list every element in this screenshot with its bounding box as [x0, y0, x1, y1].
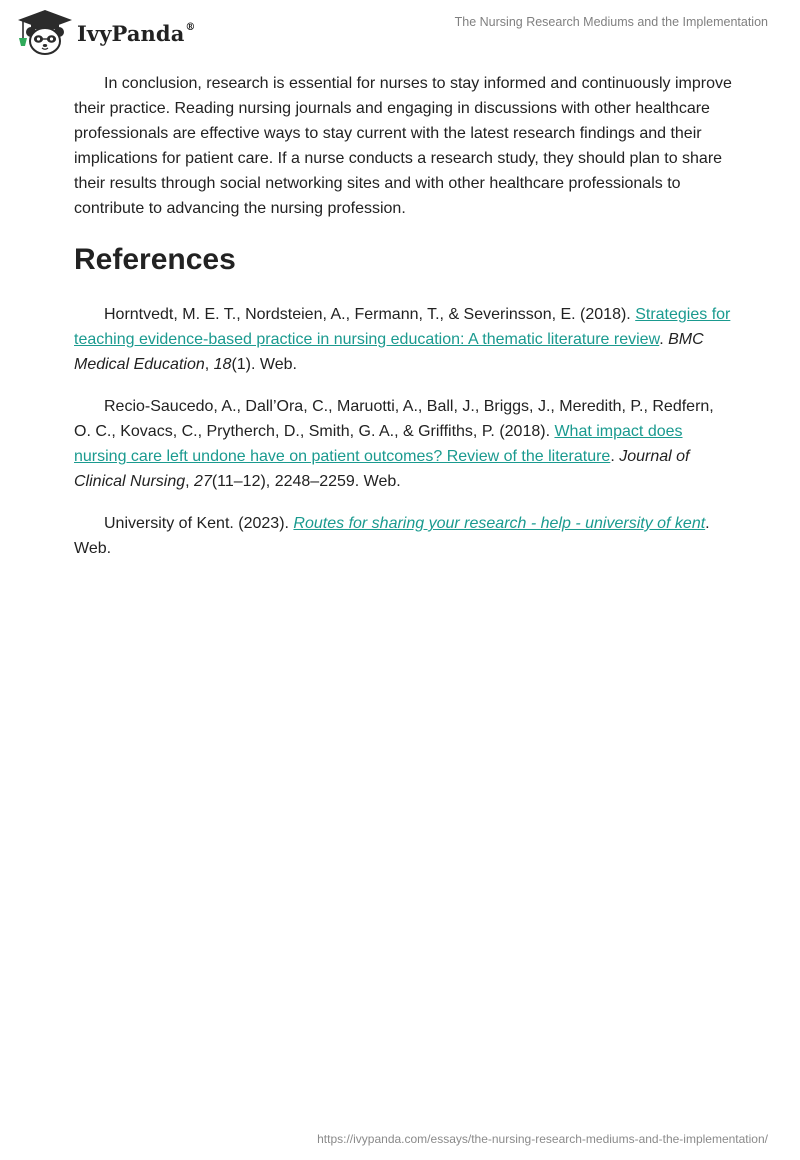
reference-entry: Horntvedt, M. E. T., Nordsteien, A., Fermann, T., & Severinsson, E. (2018). Strategies for teaching evidence-based practice in nursing education: A thematic literature review. BMC Medical Education, 18(1). Web. — [74, 306, 731, 373]
reference-link[interactable]: Strategies for teaching evidence-based practice in nursing education: A thematic literature review — [74, 306, 731, 348]
brand-name: IvyPanda® — [77, 21, 196, 46]
reference-entry: University of Kent. (2023). Routes for sharing your research - help - university of kent. Web. — [74, 515, 710, 557]
document-body — [74, 71, 734, 578]
source-url[interactable]: https://ivypanda.com/essays/the-nursing-research-mediums-and-the-implementation/ — [317, 1132, 768, 1146]
ivypanda-logo[interactable] — [14, 8, 194, 56]
reference-link[interactable]: What impact does nursing care left undone have on patient outcomes? Review of the literature — [74, 423, 683, 465]
references-list — [74, 302, 734, 561]
page-header — [0, 0, 800, 64]
document-title: The Nursing Research Mediums and the Implementation — [454, 15, 768, 29]
conclusion-paragraph: In conclusion, research is essential for nurses to stay informed and continuously improve their practice. Reading nursing journals and engaging in discussions with other healthcare professionals are effective ways to stay current with the latest research findings and their implications for patient care. If a nurse conducts a research study, they should plan to share their results through social networking sites and with other healthcare professionals to contribute to advancing the nursing profession. — [74, 75, 732, 217]
reference-entry: Recio-Saucedo, A., Dall’Ora, C., Maruotti, A., Ball, J., Briggs, J., Meredith, P., Redfern, O. C., Kovacs, C., Prytherch, D., Smith, G. A., & Griffiths, P. (2018). What impact does nursing care left undone have on patient outcomes? Review of the literature. Journal of Clinical Nursing, 27(11–12), 2248–2259. Web. — [74, 398, 714, 490]
reference-link[interactable]: Routes for sharing your research - help - university of kent — [293, 515, 706, 532]
references-heading: References — [74, 243, 236, 276]
panda-graduation-cap-icon — [14, 8, 76, 56]
